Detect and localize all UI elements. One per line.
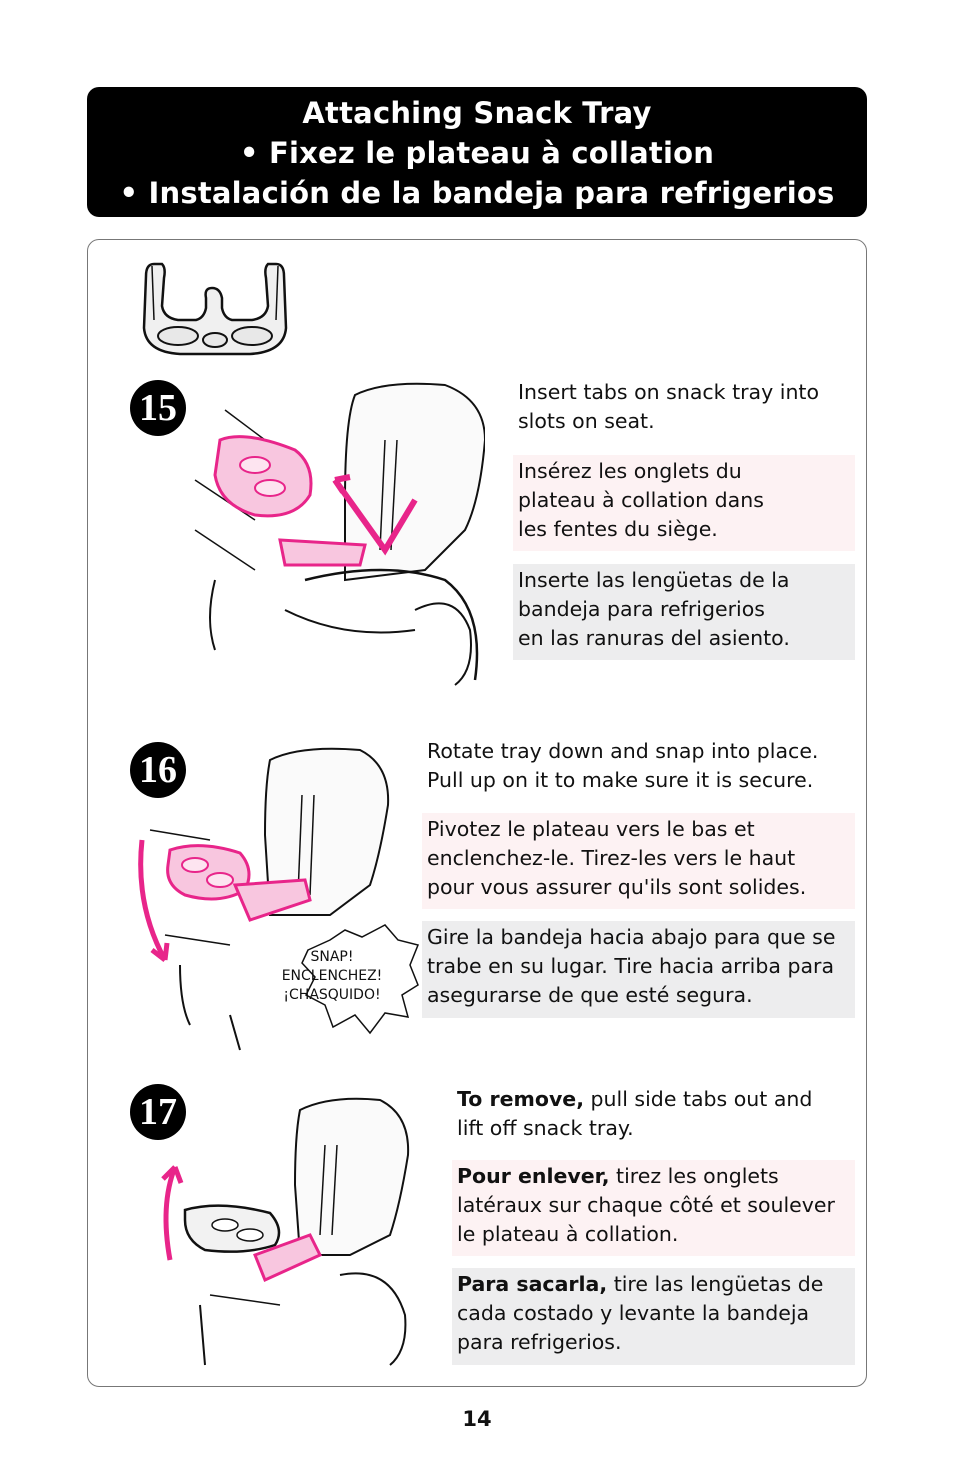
step-15-fr-line-1: Insérez les onglets du [518,459,742,483]
header-title-fr: • Fixez le plateau à collation [239,136,715,170]
snap-text-es: ¡CHASQUIDO! [283,987,381,1003]
step-16-en-line-1: Rotate tray down and snap into place. [427,739,819,763]
step-16-es-line-2: trabe en su lugar. Tire hacia arriba para [427,954,835,978]
page-number: 14 [462,1407,492,1431]
header-title-es: • Instalación de la bandeja para refrigerios [119,176,835,210]
step-15-en-line-1: Insert tabs on snack tray into [518,380,820,404]
step-17-fr-line-2: latéraux sur chaque côté et soulever [457,1193,835,1217]
step-16-es-line-3: asegurarse de que esté segura. [427,983,753,1007]
step-17-text-es [452,1268,855,1365]
step-16-fr-line-3: pour vous assurer qu'ils sont solides. [427,875,807,899]
snap-burst-label [262,948,402,1005]
step-15-es-line-1: Inserte las lengüetas de la [518,568,790,592]
step-16-text-en [427,737,818,795]
step-15-fr-line-3: les fentes du siège. [518,517,718,541]
header-title-en: Attaching Snack Tray [302,96,652,130]
step-17-text-fr [452,1160,855,1256]
step-17-es-line-2: cada costado y levante la bandeja [457,1301,810,1325]
step-15-es-line-3: en las ranuras del asiento. [518,626,790,650]
step-17-fr-lead: Pour enlever, [457,1164,610,1188]
page-header [87,87,867,217]
step-17-es-line-3: para refrigerios. [457,1330,622,1354]
step-16-illustration [130,745,420,1055]
step-15-es-line-2: bandeja para refrigerios [518,597,765,621]
step-17-es-line-1 [457,1270,850,1299]
step-15-illustration [185,380,485,690]
snack-tray-icon [140,258,290,358]
step-17-en-lead: To remove, [457,1087,584,1111]
step-16-text-es [422,921,855,1018]
step-16-fr-line-2: enclenchez-le. Tirez-les vers le haut [427,846,796,870]
step-16-number: 16 [130,742,186,798]
step-15-text-es [513,564,855,660]
step-17-text-en [457,1085,812,1143]
step-17-fr-line-3: le plateau à collation. [457,1222,679,1246]
step-16-en-line-2: Pull up on it to make sure it is secure. [427,768,814,792]
step-17-illustration [150,1095,420,1367]
step-16-fr-line-1: Pivotez le plateau vers le bas et [427,817,755,841]
step-15-text-en [518,378,819,436]
step-17-number: 17 [130,1084,186,1140]
step-15-text-fr [513,455,855,551]
step-17-fr-line-1 [457,1162,850,1191]
step-17-es-lead: Para sacarla, [457,1272,608,1296]
step-16-es-line-1: Gire la bandeja hacia abajo para que se [427,925,836,949]
snap-text-en: SNAP! [310,949,354,965]
step-17-fr-text-1: tirez les onglets [609,1164,779,1188]
step-17-en-line-1 [457,1085,812,1114]
step-16-text-fr [422,813,855,909]
step-15-number: 15 [130,380,186,436]
step-15-en-line-2: slots on seat. [518,409,655,433]
step-17-en-text-1: pull side tabs out and [584,1087,813,1111]
snap-text-fr: ENCLENCHEZ! [281,968,383,984]
step-17-en-line-2: lift off snack tray. [457,1116,634,1140]
step-15-fr-line-2: plateau à collation dans [518,488,764,512]
step-17-es-text-1: tire las lengüetas de [607,1272,824,1296]
